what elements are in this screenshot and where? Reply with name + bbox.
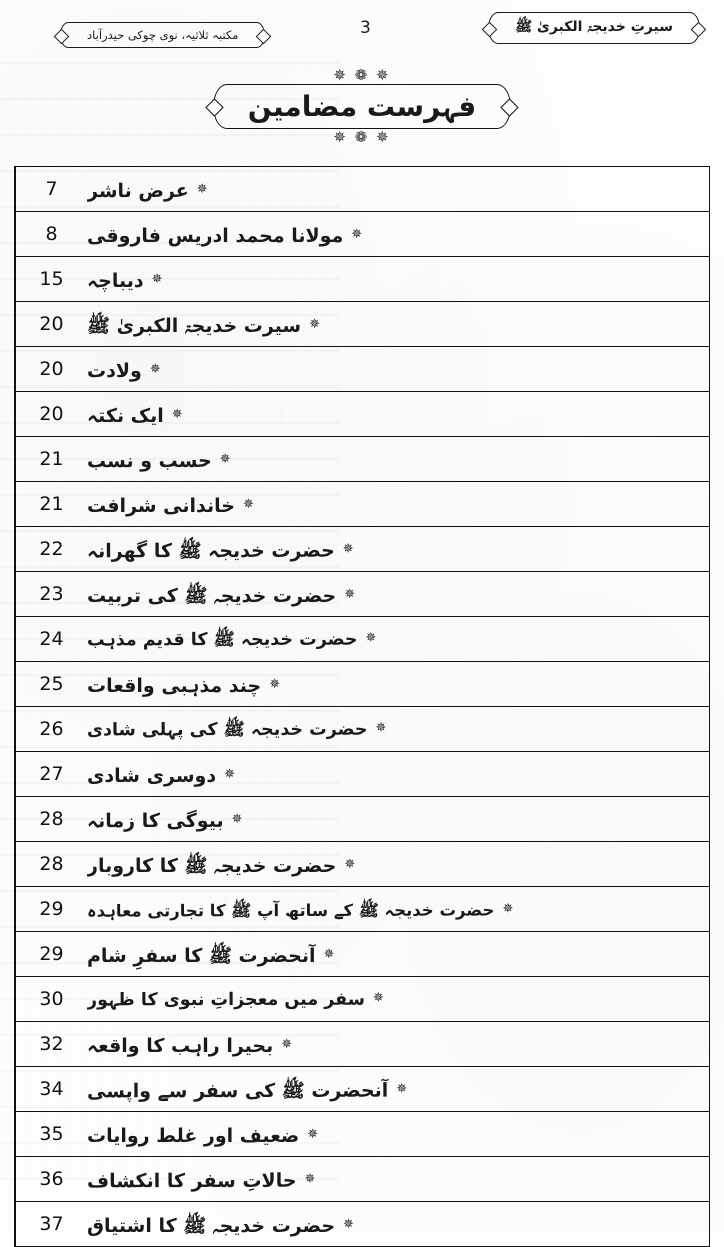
toc-entry (87, 1080, 407, 1102)
toc-page-number: 32 (15, 1022, 87, 1066)
toc-page-number: 21 (15, 482, 87, 526)
table-row (15, 617, 709, 662)
bullet-icon: ✵ (151, 271, 163, 287)
toc-entry-title: خاندانی شرافت (87, 494, 235, 517)
toc-entry-cell (87, 527, 709, 571)
table-row (15, 977, 709, 1022)
toc-entry-cell (87, 1067, 709, 1111)
table-row (15, 392, 709, 437)
bullet-icon: ✵ (375, 721, 387, 737)
page-title-text: فہرست مضامین (247, 90, 477, 123)
bullet-icon: ✵ (323, 946, 335, 962)
toc-entry (87, 496, 254, 517)
toc-entry-title: حضرت خدیجہ ﷺ کا قدیم مذہب (87, 630, 358, 651)
toc-entry-title: ولادت (87, 359, 142, 382)
toc-page-number: 21 (15, 437, 87, 481)
toc-entry-title: سیرت خدیجۃ الکبریٰ ﷺ (87, 314, 302, 337)
toc-entry-cell (87, 482, 709, 526)
toc-page-number: 35 (15, 1112, 87, 1156)
toc-entry-cell (87, 887, 709, 931)
toc-entry (87, 1126, 318, 1147)
bullet-icon: ✵ (304, 1171, 316, 1187)
toc-page-number: 20 (15, 302, 87, 346)
toc-entry (87, 1216, 354, 1237)
table-row (15, 527, 709, 572)
toc-page-number: 26 (15, 707, 87, 751)
toc-entry (87, 991, 384, 1011)
toc-entry-title: حضرت خدیجہ ﷺ کا اشتیاق (87, 1214, 336, 1237)
toc-entry-title: حالاتِ سفر کا انکشاف (87, 1169, 297, 1192)
toc-entry-title: حضرت خدیجہ ﷺ کی پہلی شادی (87, 720, 368, 741)
table-row (15, 1112, 709, 1157)
table-row (15, 1202, 709, 1247)
bullet-icon: ✵ (372, 991, 384, 1007)
toc-page-number: 15 (15, 257, 87, 301)
toc-page-number: 25 (15, 662, 87, 706)
toc-entry (87, 540, 354, 562)
toc-entry-cell (87, 617, 709, 661)
toc-entry-cell (87, 1112, 709, 1156)
toc-page-number: 28 (15, 842, 87, 886)
table-row (15, 752, 709, 797)
toc-entry (87, 946, 334, 967)
table-row (15, 1022, 709, 1067)
table-row (15, 212, 709, 257)
toc-entry-title: دوسری شادی (87, 764, 217, 787)
table-row (15, 1067, 709, 1112)
bullet-icon: ✵ (149, 361, 161, 377)
toc-page-number: 7 (15, 167, 87, 211)
toc-entry-cell (87, 797, 709, 841)
toc-entry-title: حضرت خدیجہ ﷺ کا کاروبار (87, 854, 337, 877)
toc-entry-title: سفر میں معجزاتِ نبوی کا ظہور (87, 990, 365, 1011)
toc-entry-cell (87, 1022, 709, 1066)
header-publisher: مکتبہ ثلاثیہ، نوی چوکی حیدرآباد (60, 22, 265, 48)
toc-entry-cell (87, 437, 709, 481)
toc-page-number: 20 (15, 392, 87, 436)
bullet-icon: ✵ (269, 676, 281, 692)
page-header (0, 0, 724, 64)
toc-entry-title: ایک نکتہ (87, 404, 164, 427)
bullet-icon: ✵ (342, 541, 354, 557)
toc-page-number: 29 (15, 932, 87, 976)
toc-page-number: 22 (15, 527, 87, 571)
table-row (15, 257, 709, 302)
bullet-icon: ✵ (281, 1036, 293, 1052)
toc-page-number: 27 (15, 752, 87, 796)
toc-entry (87, 766, 235, 787)
table-row (15, 1157, 709, 1202)
bullet-icon: ✵ (224, 766, 235, 782)
bullet-icon: ✵ (219, 451, 231, 467)
toc-page-number: 30 (15, 977, 87, 1021)
bullet-icon: ✵ (231, 811, 243, 827)
toc-entry-cell (87, 707, 709, 751)
bullet-icon: ✵ (365, 631, 377, 647)
bullet-icon: ✵ (196, 181, 208, 197)
toc-entry-title: حضرت خدیجہ ﷺ کے ساتھ آپ ﷺ کا تجارتی معاہدہ (87, 900, 495, 921)
toc-page-number: 36 (15, 1157, 87, 1201)
toc-entry-title: حضرت خدیجہ ﷺ کی تربیت (87, 584, 337, 607)
toc-entry-cell (87, 347, 709, 391)
table-of-contents (14, 166, 710, 1247)
toc-entry-cell (87, 842, 709, 886)
toc-entry-cell (87, 572, 709, 616)
toc-entry (87, 856, 355, 877)
toc-entry (87, 450, 231, 471)
toc-entry (87, 901, 513, 920)
toc-entry (87, 676, 280, 697)
bullet-icon: ✵ (344, 586, 356, 602)
toc-entry-cell (87, 752, 709, 796)
page-title (213, 84, 511, 129)
table-row (15, 302, 709, 347)
bullet-icon: ✵ (344, 856, 356, 872)
bullet-icon: ✵ (243, 496, 254, 512)
toc-entry (87, 721, 386, 741)
toc-entry (87, 586, 355, 607)
table-row (15, 167, 709, 212)
toc-entry-title: آنحضرت ﷺ کی سفر سے واپسی (87, 1079, 389, 1102)
toc-entry-title: حسب و نسب (87, 449, 212, 472)
header-book-title: سیرتِ خدیجۃ الکبریٰ ﷺ (488, 12, 700, 44)
toc-entry-title: عرض ناشر (87, 179, 189, 202)
toc-page-number: 29 (15, 887, 87, 931)
toc-entry-cell (87, 977, 709, 1021)
toc-entry-cell (87, 662, 709, 706)
bullet-icon: ✵ (396, 1081, 408, 1097)
toc-entry-title: بیوگی کا زمانہ (87, 809, 224, 832)
table-row (15, 797, 709, 842)
toc-entry (87, 1036, 292, 1057)
toc-entry (87, 226, 362, 247)
bullet-icon: ✵ (351, 226, 363, 242)
toc-entry-title: بحیرا راہب کا واقعہ (87, 1034, 274, 1057)
bullet-icon: ✵ (309, 316, 321, 332)
toc-entry-title: ضعیف اور غلط روایات (87, 1124, 300, 1147)
table-row (15, 707, 709, 752)
toc-entry-cell (87, 932, 709, 976)
toc-entry (87, 316, 320, 337)
bullet-icon: ✵ (307, 1126, 319, 1142)
toc-entry-cell (87, 302, 709, 346)
table-row (15, 842, 709, 887)
toc-page-number: 8 (15, 212, 87, 256)
table-row (15, 932, 709, 977)
toc-entry-cell (87, 257, 709, 301)
bullet-icon: ✵ (502, 901, 514, 917)
toc-page-number: 23 (15, 572, 87, 616)
toc-entry-title: مولانا محمد ادریس فاروقی (87, 224, 344, 247)
table-row (15, 662, 709, 707)
toc-entry-title: حضرت خدیجہ ﷺ کا گھرانہ (87, 539, 335, 562)
toc-entry (87, 180, 208, 201)
toc-page-number: 24 (15, 617, 87, 661)
toc-entry-cell (87, 392, 709, 436)
toc-page-number: 34 (15, 1067, 87, 1111)
toc-entry-title: آنحضرت ﷺ کا سفرِ شام (87, 944, 316, 967)
toc-entry-cell (87, 1202, 709, 1246)
ornament-bottom-icon: ✵ ❁ ✵ (333, 128, 391, 146)
table-row (15, 347, 709, 392)
bullet-icon: ✵ (171, 406, 183, 422)
toc-page-number: 37 (15, 1202, 87, 1246)
ornament-top-icon: ✵ ❁ ✵ (333, 66, 391, 84)
toc-entry-title: دیباچہ (87, 269, 144, 292)
toc-entry-title: چند مذہبی واقعات (87, 674, 262, 697)
toc-entry-cell (87, 1157, 709, 1201)
table-row (15, 572, 709, 617)
bullet-icon: ✵ (343, 1216, 354, 1232)
toc-entry (87, 810, 243, 831)
table-row (15, 887, 709, 932)
toc-entry-cell (87, 167, 709, 211)
toc-page-number: 28 (15, 797, 87, 841)
toc-entry-cell (87, 212, 709, 256)
toc-page-number: 20 (15, 347, 87, 391)
table-row (15, 482, 709, 527)
page-number: 3 (360, 18, 372, 38)
toc-entry (87, 406, 183, 427)
toc-entry (87, 270, 163, 291)
toc-entry (87, 1170, 315, 1191)
toc-entry (87, 360, 161, 381)
toc-entry (87, 631, 376, 651)
page-title-block (0, 68, 724, 154)
table-row (15, 437, 709, 482)
